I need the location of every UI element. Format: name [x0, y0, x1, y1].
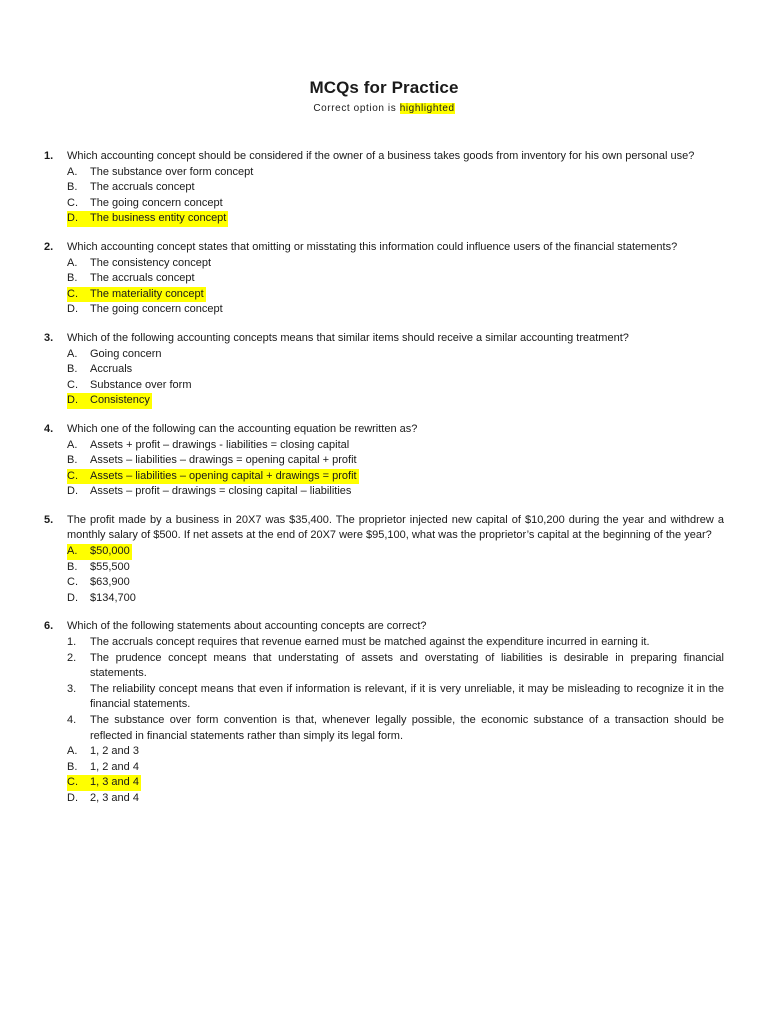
option-item [67, 791, 724, 807]
option-item-correct [67, 775, 724, 791]
question-number: 3. [44, 331, 54, 344]
option-item [67, 484, 724, 500]
option-text: 1, 3 and 4 [90, 776, 139, 789]
option-item [67, 438, 724, 454]
statement-text: The substance over form convention is that, whenever legally possible, the economic substance of a transaction should be reflected in financial statements rather than simply its legal form. [90, 714, 724, 742]
option-letter: A. [67, 545, 78, 558]
option-item [67, 196, 724, 212]
option-text: The materiality concept [90, 287, 204, 300]
option-letter: D. [67, 591, 78, 604]
option-letter: C. [67, 196, 78, 209]
option-text: Accruals [90, 363, 133, 376]
option-item [67, 575, 724, 591]
option-text: The substance over form concept [90, 165, 254, 178]
question-1 [0, 149, 768, 227]
option-text: The consistency concept [90, 256, 212, 269]
option-letter: B. [67, 560, 78, 573]
option-list [67, 256, 724, 318]
option-letter: D. [67, 485, 78, 498]
option-letter: A. [67, 256, 78, 269]
option-letter: B. [67, 363, 78, 376]
option-text: Assets – liabilities – opening capital + drawings = profit [90, 469, 357, 482]
question-2 [0, 240, 768, 318]
option-letter: A. [67, 438, 78, 451]
question-text: Which accounting concept should be considered if the owner of a business takes goods from inventory for his own personal use? [67, 150, 695, 162]
question-number: 4. [44, 422, 54, 435]
option-text: The accruals concept [90, 181, 195, 194]
option-letter: B. [67, 181, 78, 194]
statement-text: The reliability concept means that even if information is relevant, if it is very unreliable, it may be misleading to recognize it in the financial statements. [90, 682, 724, 711]
option-text: $63,900 [90, 576, 130, 589]
option-letter: C. [67, 776, 78, 789]
option-text: 1, 2 and 4 [90, 760, 139, 773]
question-text: Which of the following statements about accounting concepts are correct? [67, 620, 427, 633]
question-list [0, 149, 768, 820]
option-text: 2, 3 and 4 [90, 791, 139, 804]
option-letter: D. [67, 791, 78, 804]
option-item-correct [67, 393, 724, 409]
statement-text: The accruals concept requires that revenue earned must be matched against the expenditure incurred in earning it. [90, 636, 650, 649]
option-item [67, 180, 724, 196]
option-item-correct [67, 469, 724, 485]
highlighted-answer [67, 211, 228, 227]
statement-list [67, 635, 724, 744]
option-text: The business entity concept [90, 212, 227, 225]
subtitle-text: Correct option is [313, 103, 400, 114]
option-item [67, 302, 724, 318]
statement-number: 4. [67, 714, 77, 726]
option-text: The going concern concept [90, 196, 223, 209]
question-number: 1. [44, 150, 54, 162]
option-text: Going concern [90, 347, 162, 360]
option-item [67, 453, 724, 469]
option-item [67, 347, 724, 363]
option-list [67, 165, 724, 227]
option-item [67, 165, 724, 181]
option-letter: C. [67, 287, 78, 300]
page-title: MCQs for Practice [309, 78, 459, 97]
question-text: Which accounting concept states that omitting or misstating this information could influence users of the financial statements? [67, 240, 678, 253]
question-4 [0, 422, 768, 500]
option-item [67, 560, 724, 576]
statement-item [67, 713, 724, 744]
highlighted-answer [67, 469, 359, 485]
highlighted-answer [67, 775, 141, 791]
option-text: 1, 2 and 3 [90, 745, 139, 758]
option-item [67, 256, 724, 272]
highlighted-answer [67, 287, 206, 303]
option-text: $55,500 [90, 560, 130, 573]
option-text: Consistency [90, 394, 150, 407]
option-letter: B. [67, 272, 78, 285]
option-text: Assets – profit – drawings = closing capital – liabilities [90, 485, 352, 498]
question-text: Which of the following accounting concepts means that similar items should receive a similar accounting treatment? [67, 331, 629, 344]
statement-number: 3. [67, 682, 77, 695]
option-item [67, 271, 724, 287]
option-letter: C. [67, 469, 78, 482]
option-text: $50,000 [90, 545, 130, 558]
statement-number: 1. [67, 636, 77, 649]
option-text: Assets + profit – drawings - liabilities = closing capital [90, 438, 350, 451]
option-item [67, 744, 724, 760]
highlighted-answer [67, 393, 152, 409]
option-letter: B. [67, 454, 78, 467]
option-text: The going concern concept [90, 303, 223, 316]
option-letter: A. [67, 745, 78, 758]
option-letter: D. [67, 394, 78, 407]
option-item [67, 591, 724, 607]
question-number: 6. [44, 620, 54, 633]
subtitle-highlight: highlighted [399, 103, 455, 114]
option-letter: B. [67, 760, 78, 773]
page-subtitle [0, 103, 768, 114]
option-list [67, 544, 724, 606]
option-text: Substance over form [90, 378, 192, 391]
option-item [67, 362, 724, 378]
option-letter: A. [67, 347, 78, 360]
question-5 [0, 513, 768, 607]
statement-item [67, 651, 724, 682]
option-item [67, 378, 724, 394]
option-item-correct [67, 544, 724, 560]
statement-number: 2. [67, 651, 77, 664]
option-list [67, 744, 724, 806]
option-list [67, 347, 724, 409]
option-item-correct [67, 287, 724, 303]
option-text: Assets – liabilities – drawings = opening capital + profit [90, 454, 357, 467]
option-list [67, 438, 724, 500]
option-item [67, 760, 724, 776]
option-text: The accruals concept [90, 272, 195, 285]
option-letter: C. [67, 576, 78, 589]
option-letter: D. [67, 212, 78, 225]
question-6 [0, 619, 768, 806]
statement-item [67, 682, 724, 713]
highlighted-answer [67, 544, 132, 560]
question-number: 5. [44, 513, 54, 526]
option-letter: D. [67, 303, 78, 316]
statement-item [67, 635, 724, 651]
option-letter: A. [67, 165, 78, 178]
option-letter: C. [67, 378, 78, 391]
question-text: Which one of the following can the accounting equation be rewritten as? [67, 422, 418, 435]
question-text: The profit made by a business in 20X7 was $35,400. The proprietor injected new capital of $10,200 during the year and withdrew a monthly salary of $500. If net assets at the end of 20X7 were $95,100, what was the proprietor’s capital at the beginning of the year? [67, 513, 724, 542]
option-item-correct [67, 211, 724, 227]
option-text: $134,700 [90, 591, 136, 604]
question-number: 2. [44, 240, 54, 253]
question-3 [0, 331, 768, 409]
statement-text: The prudence concept means that understating of assets and overstating of liabilities is desirable in preparing financial statements. [90, 651, 724, 680]
